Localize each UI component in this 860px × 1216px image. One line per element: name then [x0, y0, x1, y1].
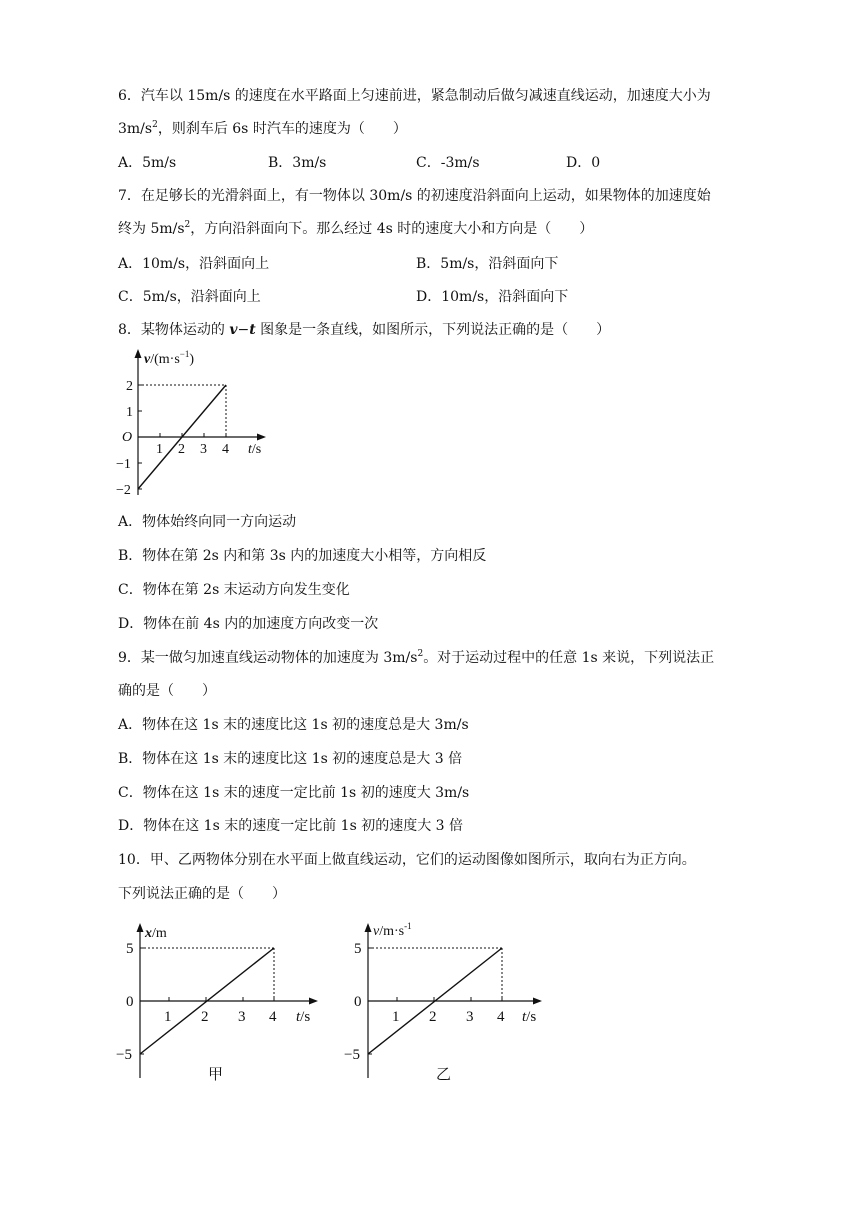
q7-option-d: D．10m/s，沿斜面向下 — [416, 289, 569, 305]
q10a-ytick-neg5: −5 — [116, 1047, 132, 1063]
q7-stem-line2: 终为 $5m/s^2$，方向沿斜面向下。那么经过 4s 时的速度大小和方向是（ ） — [118, 220, 594, 237]
q8-option-a: A．物体始终向同一方向运动 — [118, 514, 297, 530]
q6-option-d: D．0 — [566, 155, 601, 171]
q10a-ytick-0: 0 — [126, 994, 134, 1010]
q9-option-a: A．物体在这 1s 末的速度比这 1s 初的速度总是大 3m/s — [118, 717, 469, 733]
q10a-xtick-4: 4 — [269, 1009, 277, 1025]
q6-stem-line2: $3m/s^2$，则刹车后 6s 时汽车的速度为（ ） — [118, 120, 407, 137]
q10-stem-line1: 10．甲、乙两物体分别在水平面上做直线运动，它们的运动图像如图所示，取向右为正方向。 — [118, 852, 696, 868]
q8-option-d: D．物体在前 4s 内的加速度方向改变一次 — [118, 616, 379, 632]
q10a-x-label: t/s — [296, 1009, 311, 1025]
q10b-xtick-3: 3 — [466, 1009, 474, 1025]
q8-ytick-neg2: −2 — [116, 483, 131, 498]
q9-stem-line1: 9．某一做匀加速直线运动物体的加速度为 $3m/s^2$。对于运动过程中的任意 1s 来说，下列说法正 — [118, 649, 715, 666]
q8-ytick-1: 1 — [126, 405, 133, 420]
q9-option-b: B．物体在这 1s 末的速度比这 1s 初的速度总是大 3 倍 — [118, 751, 463, 767]
q7-option-b: B．5m/s，沿斜面向下 — [416, 256, 559, 272]
q10b-caption: 乙 — [436, 1067, 452, 1083]
q6-option-c: C．-3m/s — [416, 155, 480, 171]
q8-x-label: t/s — [248, 442, 262, 457]
q10a-y-label: x/m — [145, 926, 167, 941]
q8-option-b: B．物体在第 2s 内和第 3s 内的加速度大小相等，方向相反 — [118, 548, 487, 564]
q8-origin-label: O — [122, 430, 133, 445]
q8-xtick-4: 4 — [222, 442, 229, 457]
q10a-xtick-1: 1 — [164, 1009, 172, 1025]
q10a-caption: 甲 — [208, 1067, 224, 1083]
q10b-xtick-4: 4 — [497, 1009, 505, 1025]
q10b-ytick-0: 0 — [354, 994, 362, 1010]
q10-stem-line2: 下列说法正确的是（ ） — [118, 886, 286, 902]
q8-stem: 8．某物体运动的 v−t 图象是一条直线，如图所示，下列说法正确的是（ ） — [118, 322, 611, 338]
q10b-xtick-2: 2 — [429, 1009, 437, 1025]
q9-option-d: D．物体在这 1s 末的速度一定比前 1s 初的速度大 3 倍 — [118, 818, 464, 834]
q8-ytick-neg1: −1 — [116, 457, 131, 472]
q8-xtick-3: 3 — [200, 442, 207, 457]
q9-stem-line2: 确的是（ ） — [118, 683, 216, 699]
q10b-ytick-5: 5 — [354, 941, 362, 957]
q6-option-b: B．3m/s — [268, 155, 327, 171]
q7-option-a: A．10m/s，沿斜面向上 — [118, 256, 270, 272]
q6-stem-line1: 6．汽车以 15m/s 的速度在水平路面上匀速前进，紧急制动后做匀减速直线运动，加速度大小为 — [118, 88, 711, 104]
q8-ytick-2: 2 — [126, 379, 133, 394]
q10b-x-label: t/s — [522, 1009, 537, 1025]
q8-xtick-2: 2 — [178, 442, 185, 457]
q8-y-label: $v/(m\cdot s^{-1})$ — [144, 349, 195, 367]
q9-option-c: C．物体在这 1s 末的速度一定比前 1s 初的速度大 3m/s — [118, 785, 470, 801]
q10a-xtick-2: 2 — [201, 1009, 209, 1025]
q10a-ytick-5: 5 — [126, 941, 134, 957]
q7-option-c: C．5m/s，沿斜面向上 — [118, 289, 261, 305]
q8-xtick-1: 1 — [156, 442, 163, 457]
q6-option-a: A．5m/s — [118, 155, 177, 171]
q10b-xtick-1: 1 — [392, 1009, 400, 1025]
q8-x-arrow — [257, 434, 266, 441]
q10-graph-yi — [340, 915, 555, 1090]
q8-option-c: C．物体在第 2s 末运动方向发生变化 — [118, 582, 350, 598]
q10a-xtick-3: 3 — [238, 1009, 246, 1025]
q10-graph-jia — [112, 915, 327, 1090]
q10b-ytick-neg5: −5 — [344, 1047, 360, 1063]
q8-vt-graph — [112, 345, 282, 505]
q8-y-arrow — [135, 349, 142, 358]
q7-stem-line1: 7．在足够长的光滑斜面上，有一物体以 30m/s 的初速度沿斜面向上运动，如果物体的加速度始 — [118, 188, 711, 204]
q10b-y-label: $v/m\cdot s^{-1}$ — [373, 921, 412, 939]
